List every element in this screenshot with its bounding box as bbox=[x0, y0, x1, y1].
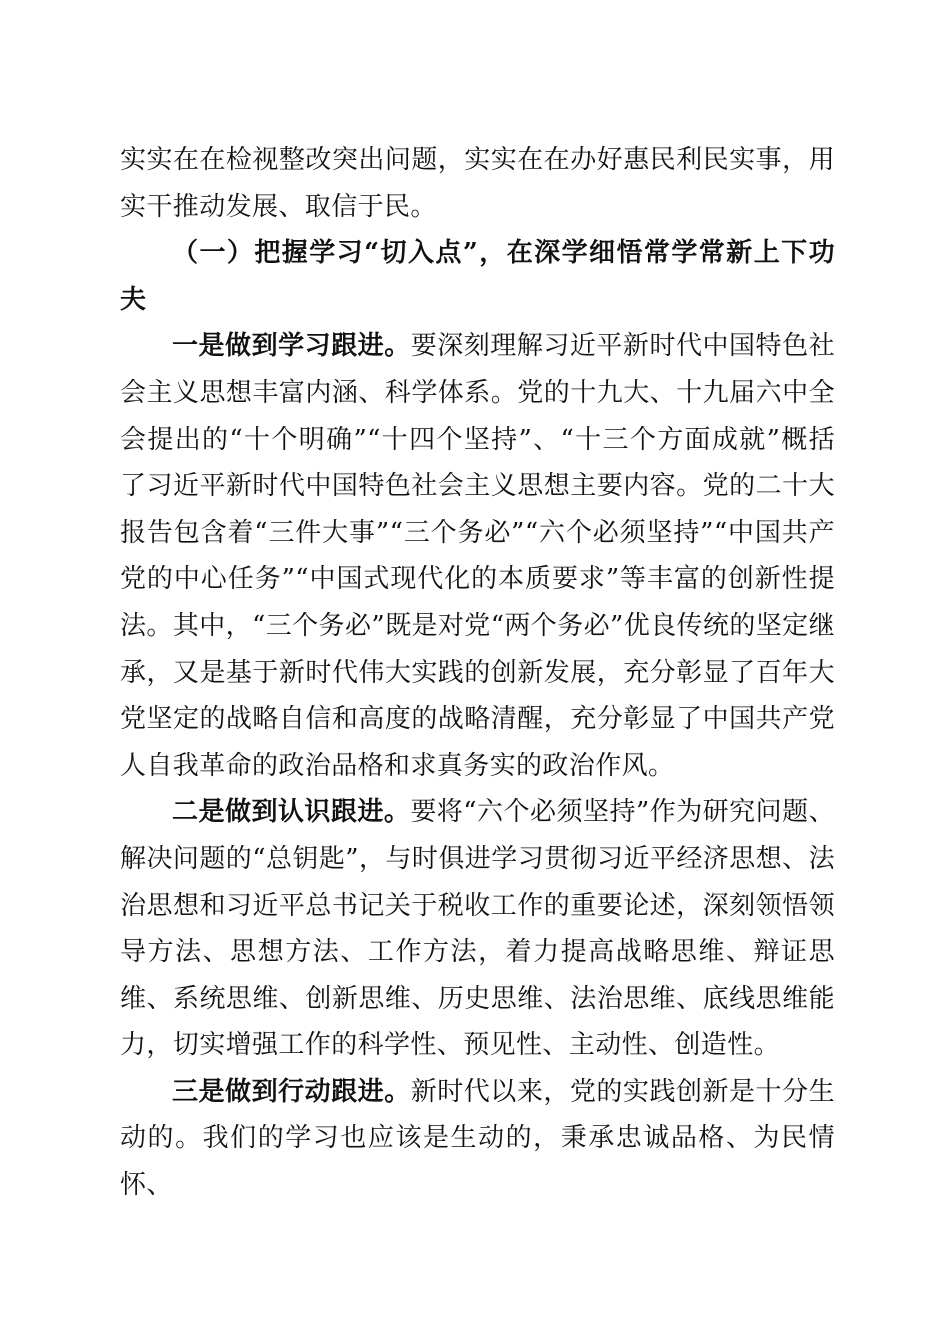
document-body bbox=[120, 137, 835, 1209]
paragraph-action-follow-up bbox=[120, 1069, 835, 1209]
paragraph-lead: 二是做到认识跟进。 bbox=[172, 797, 411, 828]
paragraph-learning-follow-up bbox=[120, 323, 835, 789]
paragraph-understanding-follow-up bbox=[120, 789, 835, 1069]
paragraph-body: 新时代以来，党的实践创新是十分生动的。我们的学习也应该是生动的，秉承忠诚品格、为民情怀、 bbox=[120, 1076, 836, 1201]
paragraph-continued: 实实在在检视整改突出问题，实实在在办好惠民利民实事，用实干推动发展、取信于民。 bbox=[120, 145, 835, 222]
paragraph-body: 要将“六个必须坚持”作为研究问题、解决问题的“总钥匙”，与时俱进学习贯彻习近平经济思想、法治思想和习近平总书记关于税收工作的重要论述，深刻领悟领导方法、思想方法、工作方法，着力提高战略思维、辩证思维、系统思维、创新思维、历史思维、法治思维、底线思维能力，切实增强工作的科学性、预见性、主动性、创造性。 bbox=[120, 797, 835, 1061]
section-heading: （一）把握学习“切入点”，在深学细悟常学常新上下功夫 bbox=[120, 238, 835, 315]
paragraph-lead: 一是做到学习跟进。 bbox=[172, 331, 411, 362]
paragraph-lead: 三是做到行动跟进。 bbox=[172, 1076, 411, 1107]
paragraph-body: 要深刻理解习近平新时代中国特色社会主义思想丰富内涵、科学体系。党的十九大、十九届六中全会提出的“十个明确”“十四个坚持”、“十三个方面成就”概括了习近平新时代中国特色社会主义思想主要内容。党的二十大报告包含着“三件大事”“三个务必”“六个必须坚持”“中国共产党的中心任务”“中国式现代化的本质要求”等丰富的创新性提法。其中，“三个务必”既是对党“两个务必”优良传统的坚定继承，又是基于新时代伟大实践的创新发展，充分彰显了百年大党坚定的战略自信和高度的战略清醒，充分彰显了中国共产党人自我革命的政治品格和求真务实的政治作风。 bbox=[120, 331, 836, 781]
